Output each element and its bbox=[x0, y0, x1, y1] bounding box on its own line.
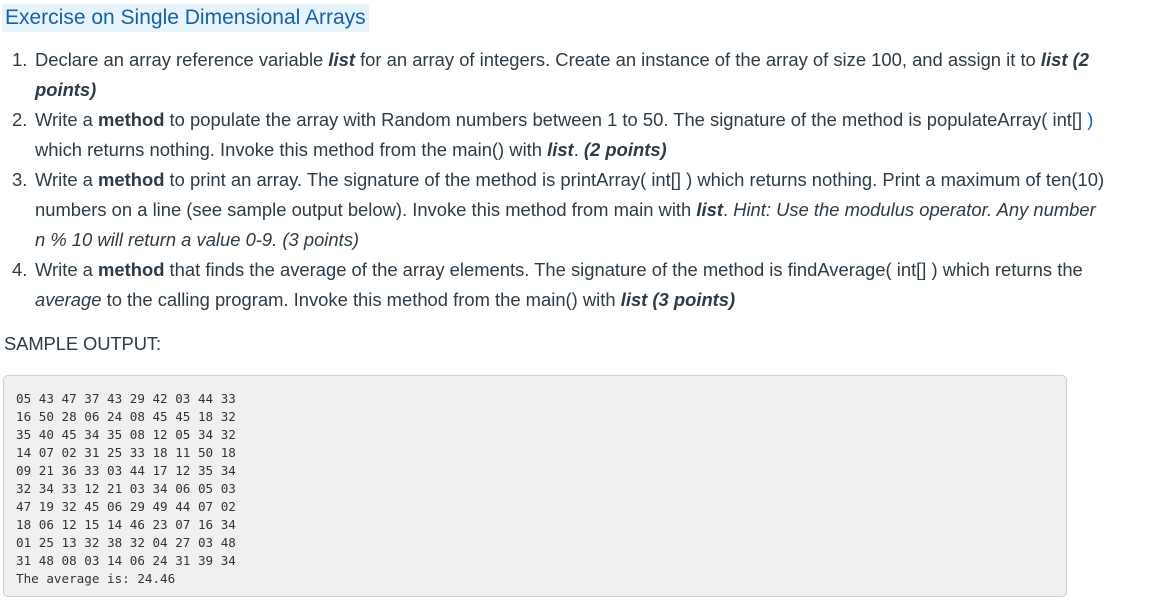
task-text-segment: Declare an array reference variable bbox=[35, 49, 329, 70]
task-text-segment: (2 points) bbox=[583, 139, 667, 160]
task-text-segment: method bbox=[98, 259, 165, 280]
output-number-row: 32 34 33 12 21 03 34 06 05 03 bbox=[16, 481, 236, 496]
task-item bbox=[0, 105, 1110, 165]
task-number: 1. bbox=[12, 49, 28, 70]
task-text-segment: Write a bbox=[35, 109, 99, 130]
task-number: 4. bbox=[12, 259, 28, 280]
task-item bbox=[0, 165, 1110, 255]
task-text-segment: ) bbox=[1087, 109, 1094, 130]
task-text-segment: method bbox=[98, 109, 165, 130]
task-text-segment: Write a bbox=[35, 259, 99, 280]
output-number-row: 16 50 28 06 24 08 45 45 18 32 bbox=[16, 409, 236, 424]
task-text-segment: Write a bbox=[35, 169, 99, 190]
output-number-row: 09 21 36 33 03 44 17 12 35 34 bbox=[16, 463, 236, 478]
output-number-row: 35 40 45 34 35 08 12 05 34 32 bbox=[16, 427, 236, 442]
task-text-segment: list (3 points) bbox=[620, 289, 736, 310]
output-number-row: 05 43 47 37 43 29 42 03 44 33 bbox=[16, 391, 236, 406]
task-text-segment: method bbox=[98, 169, 165, 190]
task-item bbox=[0, 45, 1110, 105]
average-output-line: The average is: 24.46 bbox=[16, 571, 176, 586]
page-title: Exercise on Single Dimensional Arrays bbox=[2, 4, 369, 32]
task-text-segment: Hint: Use the modulus operator. Any number n % 10 will return a value 0-9. (3 points) bbox=[35, 199, 1096, 250]
output-number-row: 14 07 02 31 25 33 18 11 50 18 bbox=[16, 445, 236, 460]
task-text-segment: average bbox=[35, 289, 102, 310]
task-text-segment: to print an array. The signature of the method is printArray( int[] ) which returns nothing. Print a maximum of ten(10) numbers on a line (see sample output below). Invoke this method from main with bbox=[35, 169, 1105, 220]
task-text-segment: to populate the array with Random numbers between 1 to 50. The signature of the method is populateArray( int[] bbox=[164, 109, 1088, 130]
task-number: 3. bbox=[12, 169, 28, 190]
task-list bbox=[0, 45, 1110, 315]
task-number: 2. bbox=[12, 109, 28, 130]
output-number-row: 01 25 13 32 38 32 04 27 03 48 bbox=[16, 535, 236, 550]
task-text-segment: list bbox=[328, 49, 355, 70]
task-item bbox=[0, 255, 1110, 315]
output-number-row: 31 48 08 03 14 06 24 31 39 34 bbox=[16, 553, 236, 568]
task-text-segment: for an array of integers. Create an instance of the array of size 100, and assign it to bbox=[354, 49, 1041, 70]
sample-output-box bbox=[3, 375, 1067, 597]
task-text-segment: which returns nothing. Invoke this method from the main() with bbox=[35, 139, 548, 160]
task-text-segment: list bbox=[547, 139, 574, 160]
task-text-segment: to the calling program. Invoke this method from the main() with bbox=[101, 289, 621, 310]
task-text-segment: list (2 points) bbox=[35, 49, 1089, 100]
sample-output-label: SAMPLE OUTPUT: bbox=[4, 333, 161, 354]
task-text-segment: that finds the average of the array elements. The signature of the method is findAverage( int[] ) which returns the bbox=[164, 259, 1083, 280]
task-text-segment: list bbox=[696, 199, 723, 220]
output-number-row: 47 19 32 45 06 29 49 44 07 02 bbox=[16, 499, 236, 514]
task-text-segment: . bbox=[722, 199, 734, 220]
output-number-row: 18 06 12 15 14 46 23 07 16 34 bbox=[16, 517, 236, 532]
task-text-segment: . bbox=[573, 139, 584, 160]
